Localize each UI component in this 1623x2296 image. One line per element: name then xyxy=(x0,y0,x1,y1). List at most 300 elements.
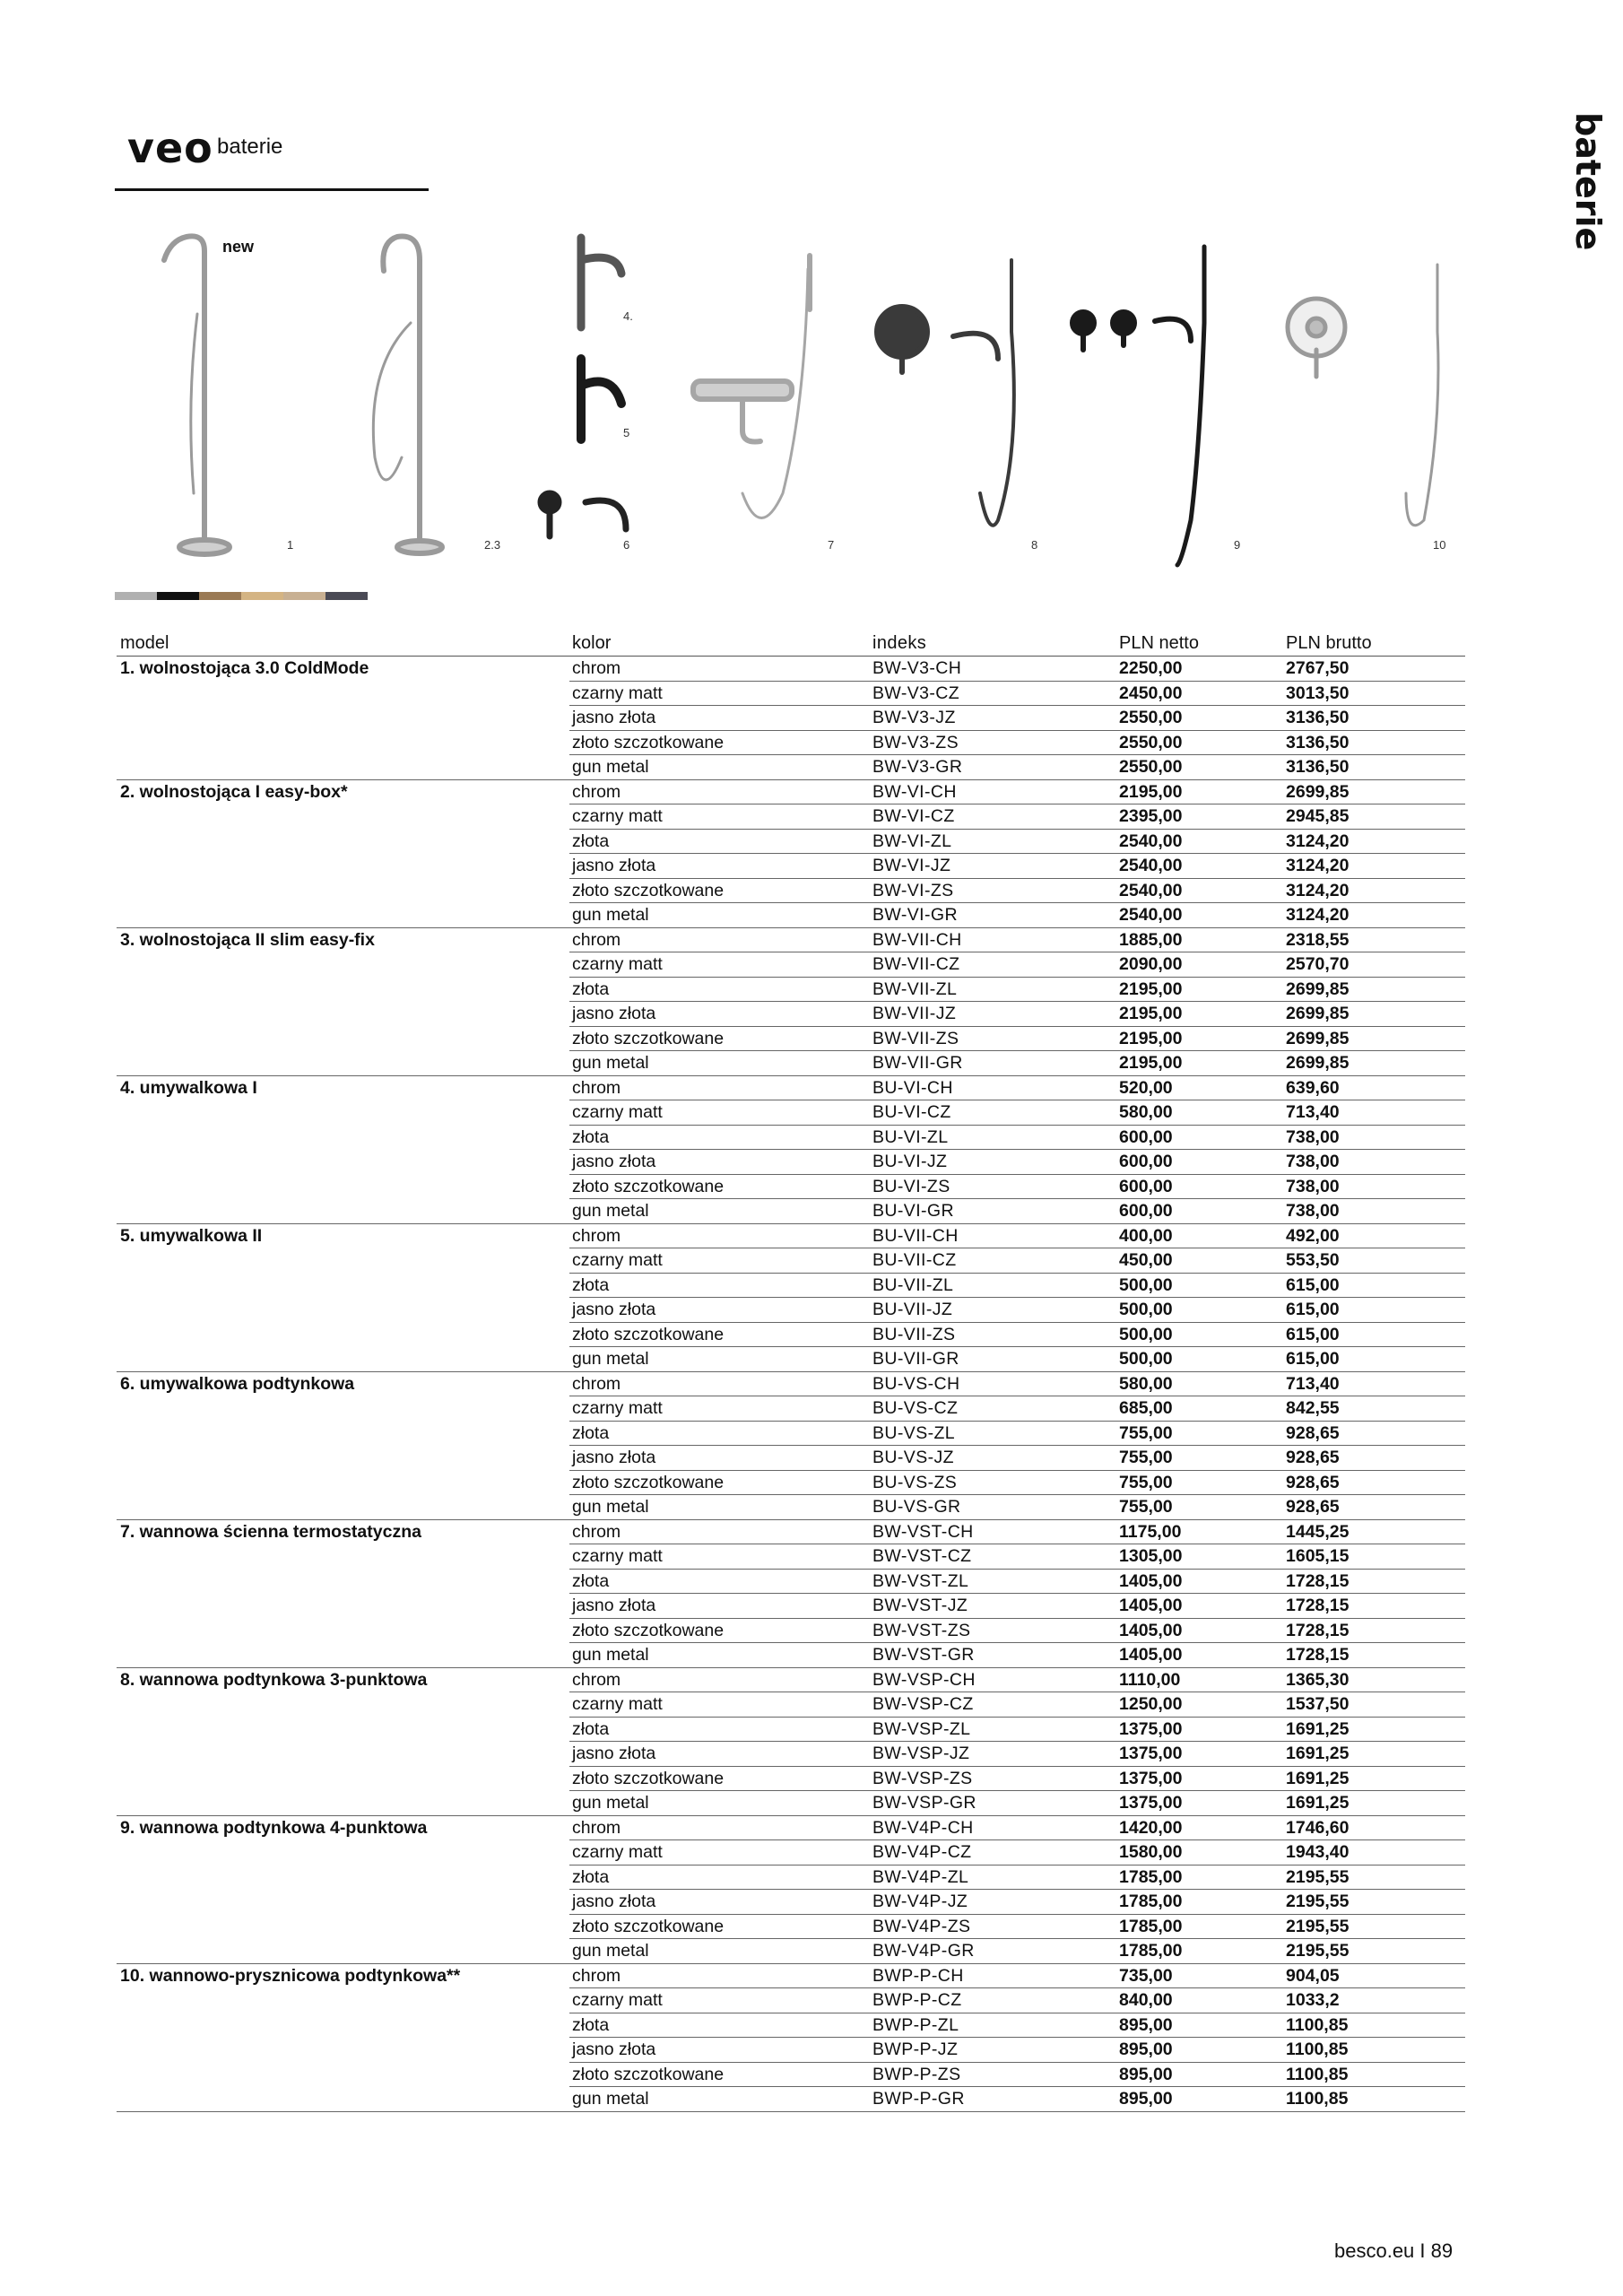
indeks-cell: BW-V4P-GR xyxy=(872,1941,975,1961)
netto-price-cell: 755,00 xyxy=(1119,1472,1173,1492)
netto-price-cell: 1420,00 xyxy=(1119,1817,1183,1838)
faucet-5-image xyxy=(581,359,621,439)
product-number-7: 7 xyxy=(828,538,835,552)
brutto-price-cell: 1728,15 xyxy=(1286,1570,1350,1591)
netto-price-cell: 1405,00 xyxy=(1119,1620,1183,1640)
netto-price-cell: 1785,00 xyxy=(1119,1866,1183,1887)
model-cell: 10. wannowo-prysznicowa podtynkowa** xyxy=(120,1965,461,1986)
model-cell: 1. wolnostojąca 3.0 ColdMode xyxy=(120,658,369,678)
header-kolor: kolor xyxy=(572,633,612,653)
header-brutto: PLN brutto xyxy=(1286,633,1372,653)
table-row xyxy=(117,804,1465,830)
kolor-cell: złota xyxy=(572,978,610,999)
table-row xyxy=(117,780,1465,805)
indeks-cell: BW-V3-CZ xyxy=(872,683,960,703)
brutto-price-cell: 1746,60 xyxy=(1286,1817,1350,1838)
kolor-cell: chrom xyxy=(572,1965,621,1986)
kolor-cell: złoto szczotkowane xyxy=(572,880,725,900)
brutto-price-cell: 1100,85 xyxy=(1286,2014,1349,2035)
brutto-price-cell: 2699,85 xyxy=(1286,1004,1350,1023)
table-row xyxy=(117,1446,1465,1471)
kolor-cell: chrom xyxy=(572,929,621,950)
netto-price-cell: 1785,00 xyxy=(1119,1892,1183,1911)
table-row xyxy=(117,1718,1465,1743)
kolor-cell: złoto szczotkowane xyxy=(572,1028,725,1048)
netto-price-cell: 520,00 xyxy=(1119,1077,1173,1098)
table-row xyxy=(117,1840,1465,1866)
brutto-price-cell: 3124,20 xyxy=(1286,856,1350,875)
product-number-6: 6 xyxy=(623,538,630,552)
brutto-price-cell: 2318,55 xyxy=(1286,929,1350,950)
indeks-cell: BWP-P-JZ xyxy=(872,2039,959,2059)
page-footer: besco.eu I 89 xyxy=(1334,2239,1454,2262)
indeks-cell: BWP-P-CZ xyxy=(872,1990,962,2010)
table-row xyxy=(117,2063,1465,2088)
indeks-cell: BU-VII-CH xyxy=(872,1225,959,1246)
netto-price-cell: 1785,00 xyxy=(1119,1916,1183,1936)
kolor-cell: gun metal xyxy=(572,2089,649,2109)
netto-price-cell: 580,00 xyxy=(1119,1373,1173,1394)
table-row xyxy=(117,2013,1465,2039)
indeks-cell: BU-VII-GR xyxy=(872,1349,959,1369)
netto-price-cell: 2195,00 xyxy=(1119,1028,1183,1048)
netto-price-cell: 755,00 xyxy=(1119,1422,1173,1443)
new-badge: new xyxy=(222,238,255,256)
kolor-cell: gun metal xyxy=(572,1053,649,1073)
kolor-cell: gun metal xyxy=(572,1497,649,1517)
table-row xyxy=(117,1520,1465,1545)
table-body xyxy=(117,657,1465,2112)
netto-price-cell: 500,00 xyxy=(1119,1324,1173,1344)
product-number-4: 4. xyxy=(623,309,633,323)
netto-price-cell: 1250,00 xyxy=(1119,1694,1183,1714)
kolor-cell: złota xyxy=(572,1126,610,1147)
kolor-cell: jasno złota xyxy=(572,2039,656,2059)
brutto-price-cell: 615,00 xyxy=(1286,1349,1340,1369)
indeks-cell: BWP-P-ZL xyxy=(872,2014,959,2035)
table-row xyxy=(117,1594,1465,1619)
brutto-price-cell: 2767,50 xyxy=(1286,658,1350,678)
brutto-price-cell: 1033,2 xyxy=(1286,1990,1340,2010)
kolor-cell: jasno złota xyxy=(572,1892,656,1911)
table-row xyxy=(117,1570,1465,1595)
netto-price-cell: 450,00 xyxy=(1119,1250,1173,1270)
table-row xyxy=(117,978,1465,1003)
table-header xyxy=(117,631,1465,657)
brutto-price-cell: 1691,25 xyxy=(1286,1718,1350,1739)
indeks-cell: BW-V3-ZS xyxy=(872,732,959,752)
brutto-price-cell: 2699,85 xyxy=(1286,978,1350,999)
brutto-price-cell: 1100,85 xyxy=(1286,2039,1349,2059)
indeks-cell: BW-VST-JZ xyxy=(872,1596,968,1615)
netto-price-cell: 600,00 xyxy=(1119,1201,1173,1221)
brutto-price-cell: 3124,20 xyxy=(1286,831,1350,851)
table-row xyxy=(117,731,1465,756)
brutto-price-cell: 1445,25 xyxy=(1286,1521,1350,1542)
indeks-cell: BU-VI-ZS xyxy=(872,1176,950,1196)
table-row xyxy=(117,706,1465,731)
table-row xyxy=(117,879,1465,904)
table-row xyxy=(117,1002,1465,1027)
indeks-cell: BWP-P-CH xyxy=(872,1965,964,1986)
brand-subtitle: baterie xyxy=(217,135,283,159)
table-row xyxy=(117,1619,1465,1644)
kolor-cell: złoto szczotkowane xyxy=(572,1324,725,1344)
brutto-price-cell: 1100,85 xyxy=(1286,2064,1349,2084)
brutto-price-cell: 928,65 xyxy=(1286,1422,1340,1443)
brutto-price-cell: 492,00 xyxy=(1286,1225,1340,1246)
netto-price-cell: 1305,00 xyxy=(1119,1546,1183,1566)
indeks-cell: BW-VST-ZS xyxy=(872,1620,971,1640)
brutto-price-cell: 3013,50 xyxy=(1286,683,1350,703)
netto-price-cell: 895,00 xyxy=(1119,2014,1173,2035)
netto-price-cell: 1405,00 xyxy=(1119,1570,1183,1591)
table-row xyxy=(117,1866,1465,1891)
brutto-price-cell: 3136,50 xyxy=(1286,732,1350,752)
brand-header xyxy=(127,124,283,172)
indeks-cell: BW-VII-ZS xyxy=(872,1028,959,1048)
brutto-price-cell: 1728,15 xyxy=(1286,1596,1350,1615)
kolor-cell: jasno złota xyxy=(572,1448,656,1467)
netto-price-cell: 2195,00 xyxy=(1119,1053,1183,1073)
brutto-price-cell: 3136,50 xyxy=(1286,757,1350,777)
netto-price-cell: 1405,00 xyxy=(1119,1596,1183,1615)
indeks-cell: BW-VI-JZ xyxy=(872,856,951,875)
product-number-8: 8 xyxy=(1031,538,1038,552)
kolor-cell: chrom xyxy=(572,1225,621,1246)
netto-price-cell: 2195,00 xyxy=(1119,1004,1183,1023)
indeks-cell: BW-VI-CZ xyxy=(872,806,955,826)
indeks-cell: BU-VS-GR xyxy=(872,1497,961,1517)
netto-price-cell: 1110,00 xyxy=(1119,1669,1181,1690)
color-swatch xyxy=(241,592,283,600)
table-row xyxy=(117,1150,1465,1175)
kolor-cell: złoto szczotkowane xyxy=(572,1916,725,1936)
netto-price-cell: 2195,00 xyxy=(1119,781,1183,802)
table-row xyxy=(117,854,1465,879)
row-divider xyxy=(117,2111,1465,2112)
netto-price-cell: 1375,00 xyxy=(1119,1768,1183,1788)
table-row xyxy=(117,1742,1465,1767)
brutto-price-cell: 2570,70 xyxy=(1286,954,1350,974)
brutto-price-cell: 2699,85 xyxy=(1286,781,1350,802)
table-row xyxy=(117,1274,1465,1299)
color-swatch xyxy=(115,592,157,600)
table-row xyxy=(117,1471,1465,1496)
kolor-cell: czarny matt xyxy=(572,954,663,974)
header-netto: PLN netto xyxy=(1119,633,1199,653)
table-row xyxy=(117,682,1465,707)
model-cell: 2. wolnostojąca I easy-box* xyxy=(120,781,348,802)
brutto-price-cell: 738,00 xyxy=(1286,1152,1340,1171)
brutto-price-cell: 639,60 xyxy=(1286,1077,1340,1098)
kolor-cell: jasno złota xyxy=(572,708,656,727)
brand-name: veo xyxy=(127,124,213,172)
model-cell: 4. umywalkowa I xyxy=(120,1077,257,1098)
netto-price-cell: 755,00 xyxy=(1119,1497,1173,1517)
table-row xyxy=(117,1372,1465,1397)
netto-price-cell: 755,00 xyxy=(1119,1448,1173,1467)
brutto-price-cell: 904,05 xyxy=(1286,1965,1340,1986)
brutto-price-cell: 713,40 xyxy=(1286,1373,1340,1394)
table-row xyxy=(117,903,1465,928)
kolor-cell: czarny matt xyxy=(572,1102,663,1122)
kolor-cell: gun metal xyxy=(572,1349,649,1369)
brutto-price-cell: 1537,50 xyxy=(1286,1694,1350,1714)
kolor-cell: gun metal xyxy=(572,1201,649,1221)
netto-price-cell: 895,00 xyxy=(1119,2064,1173,2084)
indeks-cell: BU-VS-ZS xyxy=(872,1472,958,1492)
netto-price-cell: 400,00 xyxy=(1119,1225,1173,1246)
netto-price-cell: 2250,00 xyxy=(1119,658,1183,678)
indeks-cell: BW-VSP-JZ xyxy=(872,1744,970,1763)
color-swatch xyxy=(283,592,325,600)
table-row xyxy=(117,1076,1465,1101)
kolor-cell: czarny matt xyxy=(572,683,663,703)
brutto-price-cell: 2195,55 xyxy=(1286,1941,1350,1961)
product-images xyxy=(115,224,1460,570)
kolor-cell: złoto szczotkowane xyxy=(572,732,725,752)
brutto-price-cell: 738,00 xyxy=(1286,1201,1340,1221)
model-cell: 9. wannowa podtynkowa 4-punktowa xyxy=(120,1817,428,1838)
brutto-price-cell: 2195,55 xyxy=(1286,1892,1350,1911)
netto-price-cell: 1375,00 xyxy=(1119,1793,1183,1813)
table-row xyxy=(117,1692,1465,1718)
kolor-cell: jasno złota xyxy=(572,1152,656,1171)
brutto-price-cell: 2699,85 xyxy=(1286,1028,1350,1048)
product-number-23: 2.3 xyxy=(484,538,501,552)
kolor-cell: złota xyxy=(572,1866,610,1887)
indeks-cell: BWP-P-ZS xyxy=(872,2064,961,2084)
kolor-cell: jasno złota xyxy=(572,1744,656,1763)
brutto-price-cell: 615,00 xyxy=(1286,1324,1340,1344)
kolor-cell: chrom xyxy=(572,1817,621,1838)
kolor-cell: złota xyxy=(572,1718,610,1739)
netto-price-cell: 500,00 xyxy=(1119,1274,1173,1295)
brutto-price-cell: 1691,25 xyxy=(1286,1768,1350,1788)
table-row xyxy=(117,1767,1465,1792)
kolor-cell: złoto szczotkowane xyxy=(572,1768,725,1788)
kolor-cell: chrom xyxy=(572,1077,621,1098)
kolor-cell: jasno złota xyxy=(572,856,656,875)
netto-price-cell: 500,00 xyxy=(1119,1300,1173,1319)
brutto-price-cell: 1605,15 xyxy=(1286,1546,1350,1566)
table-row xyxy=(117,2038,1465,2063)
netto-price-cell: 2395,00 xyxy=(1119,806,1183,826)
brutto-price-cell: 928,65 xyxy=(1286,1448,1340,1467)
indeks-cell: BW-VST-CZ xyxy=(872,1546,972,1566)
netto-price-cell: 1375,00 xyxy=(1119,1744,1183,1763)
kolor-cell: czarny matt xyxy=(572,1546,663,1566)
table-row xyxy=(117,1199,1465,1224)
product-number-5: 5 xyxy=(623,426,630,439)
table-row xyxy=(117,1988,1465,2013)
netto-price-cell: 2540,00 xyxy=(1119,905,1183,925)
faucet-9-image xyxy=(1072,247,1204,565)
product-number-1: 1 xyxy=(287,538,294,552)
netto-price-cell: 2090,00 xyxy=(1119,954,1183,974)
kolor-cell: czarny matt xyxy=(572,1694,663,1714)
indeks-cell: BU-VII-CZ xyxy=(872,1250,957,1270)
product-illustrations xyxy=(115,224,1460,570)
kolor-cell: złoto szczotkowane xyxy=(572,2064,725,2084)
brutto-price-cell: 2699,85 xyxy=(1286,1053,1350,1073)
brutto-price-cell: 738,00 xyxy=(1286,1176,1340,1196)
kolor-cell: złota xyxy=(572,1570,610,1591)
model-cell: 7. wannowa ścienna termostatyczna xyxy=(120,1521,421,1542)
brutto-price-cell: 553,50 xyxy=(1286,1250,1340,1270)
kolor-cell: gun metal xyxy=(572,1941,649,1961)
indeks-cell: BW-VII-CH xyxy=(872,929,962,950)
indeks-cell: BW-VST-ZL xyxy=(872,1570,969,1591)
color-swatch xyxy=(199,592,241,600)
indeks-cell: BW-VI-ZS xyxy=(872,880,954,900)
indeks-cell: BU-VS-JZ xyxy=(872,1448,954,1467)
brutto-price-cell: 2195,55 xyxy=(1286,1916,1350,1936)
netto-price-cell: 2550,00 xyxy=(1119,708,1183,727)
side-tab-label: baterie xyxy=(1568,112,1608,251)
kolor-cell: czarny matt xyxy=(572,1990,663,2010)
indeks-cell: BU-VII-ZS xyxy=(872,1324,956,1344)
table-row xyxy=(117,657,1465,682)
table-row xyxy=(117,1964,1465,1989)
netto-price-cell: 1580,00 xyxy=(1119,1842,1183,1862)
kolor-cell: złoto szczotkowane xyxy=(572,1176,725,1196)
indeks-cell: BW-VII-ZL xyxy=(872,978,958,999)
model-cell: 6. umywalkowa podtynkowa xyxy=(120,1373,355,1394)
indeks-cell: BW-VII-GR xyxy=(872,1053,963,1073)
faucet-23-image xyxy=(373,237,442,553)
brutto-price-cell: 2945,85 xyxy=(1286,806,1350,826)
indeks-cell: BW-V3-JZ xyxy=(872,708,956,727)
indeks-cell: BW-VSP-ZS xyxy=(872,1768,973,1788)
table-row xyxy=(117,952,1465,978)
indeks-cell: BW-VI-GR xyxy=(872,905,958,925)
netto-price-cell: 2550,00 xyxy=(1119,732,1183,752)
table-row xyxy=(117,1890,1465,1915)
brutto-price-cell: 1728,15 xyxy=(1286,1620,1350,1640)
section-side-tab xyxy=(1567,112,1610,251)
price-table xyxy=(117,631,1465,2112)
model-cell: 8. wannowa podtynkowa 3-punktowa xyxy=(120,1669,428,1690)
brutto-price-cell: 713,40 xyxy=(1286,1102,1340,1122)
table-row xyxy=(117,1051,1465,1076)
indeks-cell: BW-VSP-GR xyxy=(872,1793,976,1813)
brutto-price-cell: 1100,85 xyxy=(1286,2089,1349,2109)
brutto-price-cell: 1943,40 xyxy=(1286,1842,1350,1862)
netto-price-cell: 895,00 xyxy=(1119,2089,1173,2109)
table-row xyxy=(117,1248,1465,1274)
kolor-cell: złota xyxy=(572,1274,610,1295)
kolor-cell: chrom xyxy=(572,1373,621,1394)
table-row xyxy=(117,1422,1465,1447)
netto-price-cell: 2540,00 xyxy=(1119,880,1183,900)
kolor-cell: czarny matt xyxy=(572,806,663,826)
netto-price-cell: 1175,00 xyxy=(1119,1521,1182,1542)
netto-price-cell: 2540,00 xyxy=(1119,856,1183,875)
kolor-cell: jasno złota xyxy=(572,1300,656,1319)
brutto-price-cell: 1691,25 xyxy=(1286,1793,1350,1813)
netto-price-cell: 1785,00 xyxy=(1119,1941,1183,1961)
indeks-cell: BW-V4P-JZ xyxy=(872,1892,968,1911)
table-row xyxy=(117,1791,1465,1816)
color-swatch xyxy=(325,592,368,600)
kolor-cell: złoto szczotkowane xyxy=(572,1472,725,1492)
kolor-cell: złota xyxy=(572,831,610,851)
netto-price-cell: 2540,00 xyxy=(1119,831,1183,851)
faucet-6-image xyxy=(541,493,626,536)
brutto-price-cell: 738,00 xyxy=(1286,1126,1340,1147)
brutto-price-cell: 615,00 xyxy=(1286,1274,1340,1295)
brutto-price-cell: 1728,15 xyxy=(1286,1645,1350,1665)
indeks-cell: BW-VSP-CH xyxy=(872,1669,976,1690)
indeks-cell: BW-VII-JZ xyxy=(872,1004,957,1023)
netto-price-cell: 1405,00 xyxy=(1119,1645,1183,1665)
indeks-cell: BW-V4P-ZS xyxy=(872,1916,971,1936)
indeks-cell: BW-V3-GR xyxy=(872,757,963,777)
netto-price-cell: 685,00 xyxy=(1119,1398,1173,1418)
table-row xyxy=(117,1175,1465,1200)
table-row xyxy=(117,928,1465,953)
table-row xyxy=(117,1495,1465,1520)
indeks-cell: BW-VSP-ZL xyxy=(872,1718,971,1739)
netto-price-cell: 1375,00 xyxy=(1119,1718,1183,1739)
table-row xyxy=(117,2087,1465,2112)
table-row xyxy=(117,1939,1465,1964)
faucet-10-image xyxy=(1288,265,1438,526)
color-swatches xyxy=(115,592,368,600)
netto-price-cell: 1885,00 xyxy=(1119,929,1183,950)
kolor-cell: chrom xyxy=(572,658,621,678)
indeks-cell: BW-V3-CH xyxy=(872,658,962,678)
brutto-price-cell: 3136,50 xyxy=(1286,708,1350,727)
netto-price-cell: 735,00 xyxy=(1119,1965,1173,1986)
faucet-4-image xyxy=(581,238,621,327)
kolor-cell: gun metal xyxy=(572,1645,649,1665)
table-row xyxy=(117,755,1465,780)
brutto-price-cell: 615,00 xyxy=(1286,1300,1340,1319)
netto-price-cell: 840,00 xyxy=(1119,1990,1173,2010)
table-row xyxy=(117,1323,1465,1348)
kolor-cell: chrom xyxy=(572,1521,621,1542)
table-row xyxy=(117,1668,1465,1693)
table-row xyxy=(117,1816,1465,1841)
model-cell: 5. umywalkowa II xyxy=(120,1225,263,1246)
table-row xyxy=(117,1915,1465,1940)
netto-price-cell: 600,00 xyxy=(1119,1176,1173,1196)
faucet-8-image xyxy=(877,260,1014,526)
kolor-cell: złoto szczotkowane xyxy=(572,1620,725,1640)
indeks-cell: BW-VI-ZL xyxy=(872,831,952,851)
netto-price-cell: 580,00 xyxy=(1119,1102,1173,1122)
table-row xyxy=(117,1298,1465,1323)
indeks-cell: BU-VI-GR xyxy=(872,1201,954,1221)
brand-underline xyxy=(115,188,429,191)
indeks-cell: BU-VII-ZL xyxy=(872,1274,954,1295)
indeks-cell: BU-VS-ZL xyxy=(872,1422,956,1443)
indeks-cell: BU-VI-CH xyxy=(872,1077,953,1098)
faucet-7-image xyxy=(693,256,810,518)
kolor-cell: gun metal xyxy=(572,757,649,777)
indeks-cell: BU-VS-CZ xyxy=(872,1398,959,1418)
table-row xyxy=(117,830,1465,855)
indeks-cell: BW-VST-CH xyxy=(872,1521,974,1542)
netto-price-cell: 2550,00 xyxy=(1119,757,1183,777)
kolor-cell: czarny matt xyxy=(572,1398,663,1418)
indeks-cell: BW-VI-CH xyxy=(872,781,957,802)
faucet-1-image xyxy=(164,236,230,554)
kolor-cell: czarny matt xyxy=(572,1250,663,1270)
